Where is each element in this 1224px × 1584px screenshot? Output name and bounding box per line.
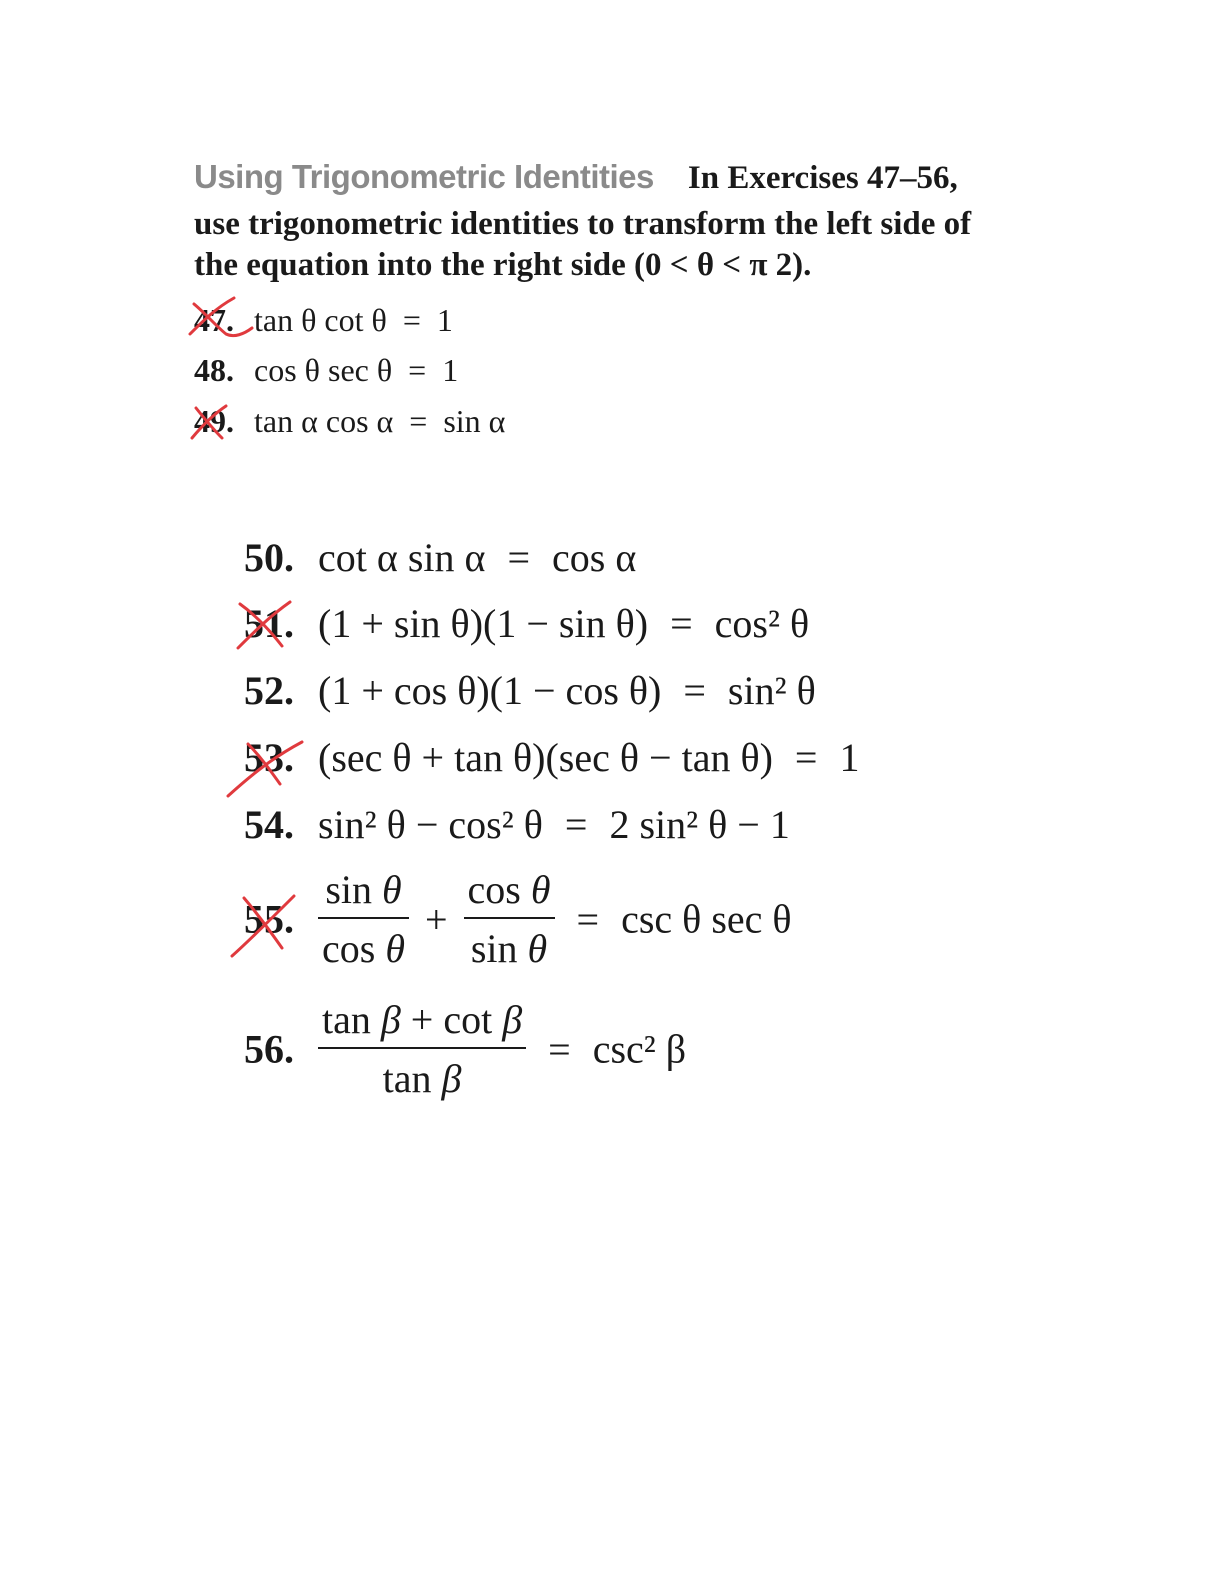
numerator: sin θ [318, 866, 409, 919]
denominator: sin θ [470, 926, 548, 971]
equals-sign: = [683, 668, 706, 713]
equals-sign: = [409, 403, 428, 439]
equals-sign: = [564, 802, 588, 847]
exercise-54 [244, 801, 790, 848]
exercise-53 [244, 734, 859, 781]
fraction-tan-plus-cot-over-tan [318, 996, 526, 1102]
exercise-number: 54. [244, 802, 294, 847]
exercise-lhs: tan θ cot θ [254, 302, 387, 338]
equals-sign: = [670, 601, 693, 646]
equals-sign: = [794, 735, 818, 780]
exercise-number: 49. [194, 403, 234, 439]
numerator: tan β + cot β [318, 996, 526, 1049]
crossout-mark-47 [186, 294, 256, 340]
instruction-line-3: the equation into the right side (0 < θ < π 2). [194, 247, 812, 283]
exercise-51 [244, 600, 809, 647]
instruction-line-1: In Exercises 47–56, [687, 160, 958, 196]
crossout-mark-55 [226, 890, 302, 964]
exercise-56 [244, 996, 686, 1102]
exercise-rhs: cos² θ [714, 601, 810, 646]
exercise-rhs: sin² θ [727, 668, 816, 713]
exercise-lhs: (1 + sin θ)(1 − sin θ) [318, 601, 649, 646]
exercise-number: 48. [194, 352, 234, 388]
exercise-number: 53. [244, 735, 294, 780]
plus-sign: + [424, 896, 448, 942]
exercise-lhs: tan α cos α [254, 403, 394, 439]
crossout-mark-51 [230, 596, 300, 654]
exercise-52 [244, 667, 816, 714]
equals-sign: = [507, 535, 531, 580]
exercise-number: 51. [244, 601, 294, 646]
fraction-sin-over-cos [318, 866, 409, 972]
exercise-lhs: cos θ sec θ [254, 352, 393, 388]
exercise-rhs: sin α [443, 403, 506, 439]
section-title: Using Trigonometric Identities [194, 158, 654, 195]
equals-sign: = [576, 896, 600, 942]
exercise-rhs: csc² β [592, 1026, 687, 1072]
equals-sign: = [402, 302, 421, 338]
crossout-mark-49 [186, 400, 236, 444]
exercise-number: 47. [194, 302, 234, 338]
exercise-lhs: (1 + cos θ)(1 − cos θ) [318, 668, 662, 713]
exercise-number: 55. [244, 896, 294, 942]
exercise-number: 56. [244, 1026, 294, 1072]
crossout-mark-53 [222, 734, 312, 804]
exercise-rhs: 1 [436, 302, 453, 338]
denominator: tan β [382, 1056, 462, 1101]
exercise-50 [244, 534, 636, 581]
fraction-cos-over-sin [464, 866, 555, 972]
equals-sign: = [548, 1026, 571, 1072]
exercise-lhs: cot α sin α [318, 535, 486, 580]
exercise-number: 52. [244, 668, 294, 713]
exercise-rhs: 1 [839, 735, 860, 780]
equals-sign: = [408, 352, 427, 388]
exercise-lhs: (sec θ + tan θ)(sec θ − tan θ) [318, 735, 773, 780]
instruction-line-2: use trigonometric identities to transform the left side of [194, 206, 972, 242]
exercise-header [194, 156, 971, 286]
exercise-number: 50. [244, 535, 294, 580]
exercise-rhs: 2 sin² θ − 1 [609, 802, 790, 847]
exercise-55 [244, 866, 792, 972]
exercise-lhs: sin² θ − cos² θ [318, 802, 543, 847]
exercise-rhs: 1 [442, 352, 459, 388]
numerator: cos θ [464, 866, 555, 919]
denominator: cos θ [322, 926, 405, 971]
exercise-rhs: csc θ sec θ [621, 896, 792, 942]
exercise-49 [194, 403, 505, 440]
exercise-48 [194, 352, 458, 389]
exercise-rhs: cos α [552, 535, 637, 580]
